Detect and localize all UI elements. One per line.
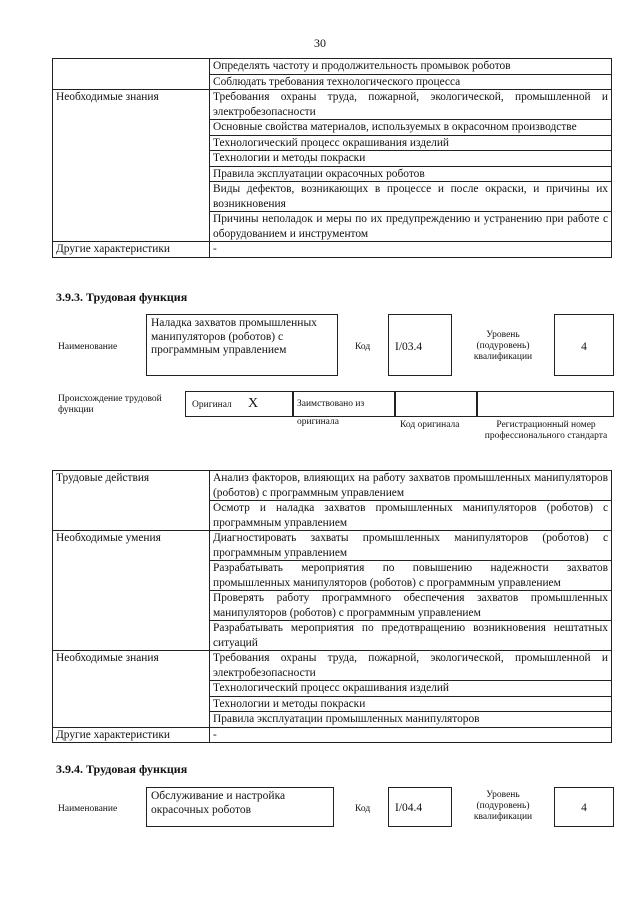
reg-number-box — [477, 391, 614, 417]
row-label: Другие характеристики — [53, 727, 210, 743]
code-value-box — [388, 314, 452, 376]
table-cell: Осмотр и наладка захватов промышленных манипуляторов (роботов) с программным управлением — [210, 501, 612, 531]
table-cell: Разрабатывать мероприятия по предотвращению возникновения нештатных ситуаций — [210, 621, 612, 651]
name-value-box — [146, 314, 338, 376]
table-row — [53, 727, 612, 743]
original-box — [185, 391, 293, 417]
row-label: Необходимые знания — [53, 651, 210, 728]
top-requirements-table — [52, 58, 612, 258]
table-cell: - — [210, 727, 612, 743]
table-cell: Технологический процесс окрашивания изделий — [210, 135, 612, 151]
table-cell: - — [210, 242, 612, 258]
table-cell: Требования охраны труда, пожарной, экологической, промышленной и электробезопасности — [210, 90, 612, 120]
table-row — [53, 90, 612, 120]
row-label: Другие характеристики — [53, 242, 210, 258]
table-row — [53, 59, 612, 75]
table-cell: Основные свойства материалов, используемых в окрасочном производстве — [210, 120, 612, 136]
row-label: Необходимые умения — [53, 531, 210, 651]
table-cell: Правила эксплуатации окрасочных роботов — [210, 166, 612, 182]
function-requirements-table — [52, 470, 612, 743]
code-label: Код — [355, 342, 371, 352]
table-cell: Технологический процесс окрашивания изделий — [210, 681, 612, 697]
level-value: 4 — [581, 802, 587, 814]
reg-number-label: Регистрационный номер профессионального стандарта — [484, 420, 608, 441]
level-value-box — [554, 314, 614, 376]
original-mark: X — [248, 396, 259, 411]
name-value: Наладка захватов промышленных манипуляторов (роботов) с программным управлением — [151, 317, 317, 356]
row-label: Трудовые действия — [53, 471, 210, 531]
table-row — [53, 651, 612, 681]
table-cell: Технологии и методы покраски — [210, 696, 612, 712]
code-value: I/03.4 — [395, 341, 423, 353]
level-value-box — [554, 787, 614, 827]
table-cell: Анализ факторов, влияющих на работу захватов промышленных манипуляторов (роботов) с программным управлением — [210, 471, 612, 501]
code-label: Код — [355, 804, 371, 814]
page-number: 30 — [314, 36, 326, 50]
table-cell: Разрабатывать мероприятия по повышению надежности захватов промышленных манипуляторов (роботов) с программным управлением — [210, 561, 612, 591]
table-cell: Правила эксплуатации промышленных манипуляторов — [210, 712, 612, 728]
table-cell: Требования охраны труда, пожарной, экологической, промышленной и электробезопасности — [210, 651, 612, 681]
level-label: Уровень (подуровень) квалификации — [473, 790, 533, 822]
code-original-box — [395, 391, 477, 417]
name-value: Обслуживание и настройка окрасочных роботов — [151, 790, 286, 816]
table-cell: Диагностировать захваты промышленных манипуляторов (роботов) с программным управлением — [210, 531, 612, 561]
level-value: 4 — [581, 341, 587, 353]
table-cell: Виды дефектов, возникающих в процессе и после окраски, и причины их возникновения — [210, 182, 612, 212]
code-original-label: Код оригинала — [400, 420, 460, 430]
table-cell: Определять частоту и продолжительность промывок роботов — [210, 59, 612, 75]
name-label: Наименование — [58, 342, 118, 352]
code-value: I/04.4 — [395, 802, 423, 814]
level-label: Уровень (подуровень) квалификации — [473, 330, 533, 362]
borrowed-box — [293, 391, 395, 427]
table-row — [53, 531, 612, 561]
table-row — [53, 242, 612, 258]
table-cell: Причины неполадок и меры по их предупреждению и устранению при работе с оборудованием и инструментом — [210, 212, 612, 242]
name-label: Наименование — [58, 804, 118, 814]
row-label — [53, 59, 210, 90]
original-label: Оригинал — [192, 400, 232, 410]
table-cell: Проверять работу программного обеспечения захватов промышленных манипуляторов (роботов) с программным управлением — [210, 591, 612, 621]
section-heading: 3.9.4. Трудовая функция — [56, 762, 188, 776]
table-cell: Соблюдать требования технологического процесса — [210, 74, 612, 90]
section-heading: 3.9.3. Трудовая функция — [56, 290, 188, 304]
origin-label: Происхождение трудовой функции — [58, 394, 162, 415]
row-label: Необходимые знания — [53, 90, 210, 242]
name-value-box — [146, 787, 334, 827]
borrowed-label: Заимствовано из оригинала — [297, 399, 365, 427]
code-value-box — [388, 787, 452, 827]
table-row — [53, 471, 612, 501]
table-cell: Технологии и методы покраски — [210, 151, 612, 167]
